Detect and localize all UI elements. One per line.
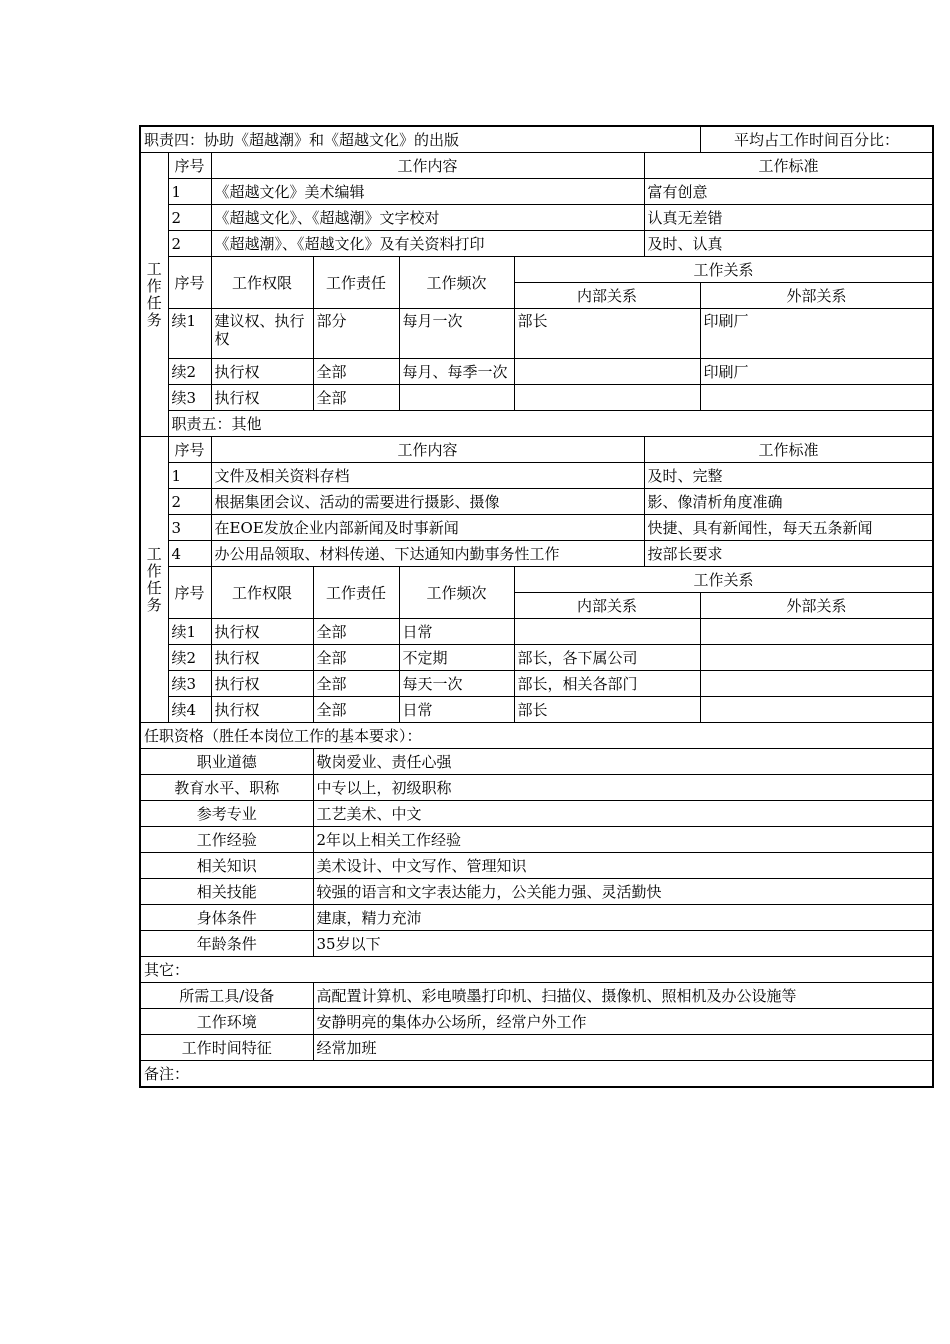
qual-value: 较强的语言和文字表达能力，公关能力强、灵活勤快 [313,879,933,905]
duty5-h-authority: 工作权限 [211,567,313,619]
duty4-h-relation: 工作关系 [514,257,933,283]
duty4-side-label: 工作任务 [140,153,168,437]
detail-freq: 每月、每季一次 [399,359,514,385]
task-content: 《超越文化》、《超越潮》文字校对 [211,205,644,231]
duty4-time-label: 平均占工作时间百分比： [700,126,933,153]
duty4-h-seq: 序号 [168,153,211,179]
duty5-task-header [140,437,933,463]
task-standard: 影、像清析角度准确 [644,489,933,515]
table-row [140,801,933,827]
detail-external [700,671,933,697]
detail-resp: 全部 [313,619,399,645]
table-row [140,619,933,645]
task-content: 《超越潮》、《超越文化》及有关资料打印 [211,231,644,257]
duty5-header-row [140,411,933,437]
duty4-h-external: 外部关系 [700,283,933,309]
duty4-h-internal: 内部关系 [514,283,700,309]
other-label: 所需工具/设备 [140,983,313,1009]
task-content: 在EOE发放企业内部新闻及时事新闻 [211,515,644,541]
qual-label: 工作经验 [140,827,313,853]
duty4-h-resp: 工作责任 [313,257,399,309]
detail-freq: 每天一次 [399,671,514,697]
table-row [140,231,933,257]
detail-seq: 续2 [168,359,211,385]
task-seq: 2 [168,205,211,231]
table-row [140,697,933,723]
table-row [140,489,933,515]
duty5-h-resp: 工作责任 [313,567,399,619]
table-row [140,853,933,879]
other-value: 高配置计算机、彩电喷墨打印机、扫描仪、摄像机、照相机及办公设施等 [313,983,933,1009]
duty4-task-header [140,153,933,179]
detail-authority: 执行权 [211,671,313,697]
task-content: 办公用品领取、材料传递、下达通知内勤事务性工作 [211,541,644,567]
detail-seq: 续2 [168,645,211,671]
table-row [140,359,933,385]
detail-authority: 建议权、执行权 [211,309,313,359]
detail-internal: 部长 [514,697,700,723]
duty5-h-content: 工作内容 [211,437,644,463]
table-row [140,385,933,411]
detail-authority: 执行权 [211,359,313,385]
detail-internal: 部长，各下属公司 [514,645,700,671]
duty5-h-seq: 序号 [168,437,211,463]
detail-authority: 执行权 [211,619,313,645]
detail-internal [514,619,700,645]
duty4-title: 职责四：协助《超越潮》和《超越文化》的出版 [140,126,700,153]
task-seq: 4 [168,541,211,567]
qual-value: 工艺美术、中文 [313,801,933,827]
table-row [140,1009,933,1035]
table-row [140,645,933,671]
table-row [140,1035,933,1061]
detail-internal [514,359,700,385]
duty5-side-label: 工作任务 [140,437,168,723]
table-row [140,775,933,801]
detail-seq: 续3 [168,385,211,411]
table-row [140,541,933,567]
qual-label: 年龄条件 [140,931,313,957]
detail-freq: 日常 [399,697,514,723]
table-row [140,463,933,489]
detail-resp: 全部 [313,645,399,671]
task-content: 《超越文化》美术编辑 [211,179,644,205]
detail-seq: 续3 [168,671,211,697]
task-standard: 快捷、具有新闻性，每天五条新闻 [644,515,933,541]
task-standard: 按部长要求 [644,541,933,567]
qual-value: 中专以上，初级职称 [313,775,933,801]
task-seq: 3 [168,515,211,541]
detail-authority: 执行权 [211,697,313,723]
duty4-detail-header [140,257,933,283]
other-label: 工作环境 [140,1009,313,1035]
detail-resp: 全部 [313,671,399,697]
task-content: 根据集团会议、活动的需要进行摄影、摄像 [211,489,644,515]
job-description-page [139,125,932,1088]
table-row [140,983,933,1009]
remarks-row [140,1061,933,1088]
qual-value: 35岁以下 [313,931,933,957]
other-value: 经常加班 [313,1035,933,1061]
detail-external: 印刷厂 [700,309,933,359]
qual-value: 2年以上相关工作经验 [313,827,933,853]
detail-internal [514,385,700,411]
detail-freq: 不定期 [399,645,514,671]
task-seq: 2 [168,489,211,515]
other-value: 安静明亮的集体办公场所，经常户外工作 [313,1009,933,1035]
detail-seq: 续1 [168,309,211,359]
qual-value: 敬岗爱业、责任心强 [313,749,933,775]
table-row [140,309,933,359]
duty5-title: 职责五：其他 [168,411,933,437]
qual-value: 美术设计、中文写作、管理知识 [313,853,933,879]
duty4-h-standard: 工作标准 [644,153,933,179]
table-row [140,905,933,931]
detail-external [700,619,933,645]
duty4-h-seq2: 序号 [168,257,211,309]
duty5-h-seq2: 序号 [168,567,211,619]
qualifications-title: 任职资格（胜任本岗位工作的基本要求）： [140,723,933,749]
duty5-h-relation: 工作关系 [514,567,933,593]
task-standard: 及时、完整 [644,463,933,489]
table-row [140,931,933,957]
qual-label: 参考专业 [140,801,313,827]
detail-resp: 全部 [313,697,399,723]
task-standard: 富有创意 [644,179,933,205]
qualifications-header-row [140,723,933,749]
table-row [140,749,933,775]
duty4-h-freq: 工作频次 [399,257,514,309]
qual-label: 教育水平、职称 [140,775,313,801]
other-header-row [140,957,933,983]
task-seq: 1 [168,463,211,489]
qual-label: 职业道德 [140,749,313,775]
detail-internal: 部长，相关各部门 [514,671,700,697]
detail-freq: 每月一次 [399,309,514,359]
task-seq: 1 [168,179,211,205]
task-seq: 2 [168,231,211,257]
detail-external [700,645,933,671]
duty4-h-content: 工作内容 [211,153,644,179]
task-content: 文件及相关资料存档 [211,463,644,489]
detail-authority: 执行权 [211,385,313,411]
table-row [140,515,933,541]
duty5-h-external: 外部关系 [700,593,933,619]
duty4-header-row [140,126,933,153]
duty5-detail-header [140,567,933,593]
duty5-h-standard: 工作标准 [644,437,933,463]
table-row [140,205,933,231]
detail-authority: 执行权 [211,645,313,671]
other-label: 工作时间特征 [140,1035,313,1061]
detail-external: 印刷厂 [700,359,933,385]
detail-external [700,385,933,411]
qual-label: 身体条件 [140,905,313,931]
detail-resp: 全部 [313,385,399,411]
other-title: 其它： [140,957,933,983]
job-description-table [139,125,934,1088]
task-standard: 及时、认真 [644,231,933,257]
detail-internal: 部长 [514,309,700,359]
remarks-title: 备注： [140,1061,933,1088]
duty5-h-internal: 内部关系 [514,593,700,619]
detail-external [700,697,933,723]
duty5-h-freq: 工作频次 [399,567,514,619]
qual-label: 相关技能 [140,879,313,905]
detail-freq: 日常 [399,619,514,645]
detail-seq: 续1 [168,619,211,645]
detail-seq: 续4 [168,697,211,723]
detail-resp: 部分 [313,309,399,359]
detail-freq [399,385,514,411]
detail-resp: 全部 [313,359,399,385]
table-row [140,879,933,905]
table-row [140,671,933,697]
table-row [140,827,933,853]
qual-value: 建康，精力充沛 [313,905,933,931]
duty4-h-authority: 工作权限 [211,257,313,309]
task-standard: 认真无差错 [644,205,933,231]
qual-label: 相关知识 [140,853,313,879]
table-row [140,179,933,205]
